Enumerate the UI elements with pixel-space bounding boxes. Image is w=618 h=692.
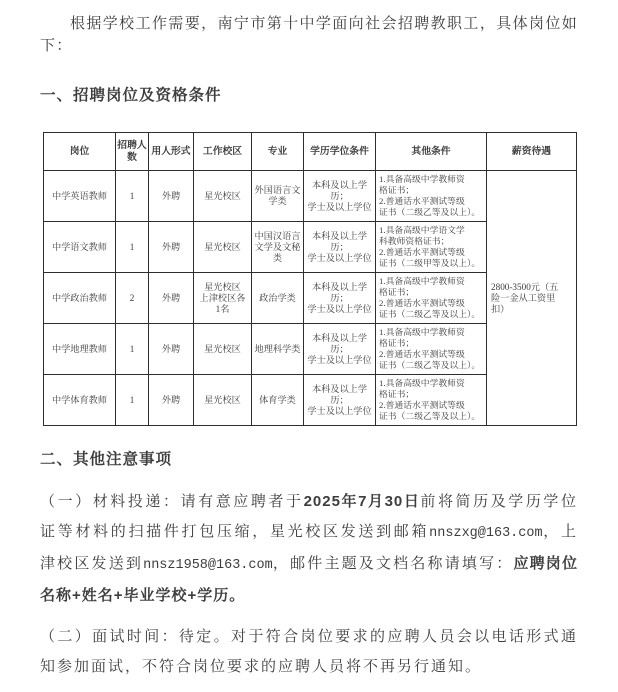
employment-form-cell: 外聘 xyxy=(149,324,194,375)
campus-cell: 星光校区 xyxy=(194,324,252,375)
text-segment: ，上津校区发送到 xyxy=(40,524,578,572)
headcount-cell: 1 xyxy=(116,375,149,426)
headcount-cell: 1 xyxy=(116,222,149,273)
position-cell: 中学体育教师 xyxy=(44,375,116,426)
position-cell: 中学地理教师 xyxy=(44,324,116,375)
intro-paragraph: 根据学校工作需要，南宁市第十中学面向社会招聘教职工，具体岗位如下： xyxy=(40,15,578,54)
column-header: 岗位 xyxy=(44,133,116,171)
degree-cell: 本科及以上学历； 学士及以上学位 xyxy=(304,375,376,426)
table-body xyxy=(44,171,577,426)
other-conditions-cell: 1.具备高级中学教师资 格证书； 2.普通话水平测试等级 证书（二级乙等及以上）。 xyxy=(376,171,487,222)
recruitment-table xyxy=(43,132,577,426)
position-cell: 中学英语教师 xyxy=(44,171,116,222)
campus-cell: 星光校区 xyxy=(194,375,252,426)
employment-form-cell: 外聘 xyxy=(149,375,194,426)
column-header: 工作校区 xyxy=(194,133,252,171)
salary-cell: 2800-3500元（五 险一金从工资里 扣） xyxy=(487,171,577,426)
degree-cell: 本科及以上学历； 学士及以上学位 xyxy=(304,324,376,375)
other-conditions-cell: 1.具备高级中学教师资 格证书； 2.普通话水平测试等级 证书（二级乙等及以上）。 xyxy=(376,375,487,426)
other-conditions-cell: 1.具备高级中学语文学 科教师资格证书； 2.普通话水平测试等级 证书（二级甲等及以上）。 xyxy=(376,222,487,273)
table-row xyxy=(44,171,577,222)
employment-form-cell: 外聘 xyxy=(149,222,194,273)
email-text: nnszxg@163.com xyxy=(429,526,543,541)
column-header: 招聘人数 xyxy=(116,133,149,171)
section1-heading: 一、招聘岗位及资格条件 xyxy=(40,87,222,104)
major-cell: 地理科学类 xyxy=(252,324,304,375)
column-header: 专业 xyxy=(252,133,304,171)
interview-paragraph: （二）面试时间：待定。对于符合岗位要求的应聘人员会以电话形式通知参加面试，不符合岗位要求的应聘人员将不再另行通知。 xyxy=(40,629,578,675)
campus-cell: 星光校区 xyxy=(194,171,252,222)
column-header: 其他条件 xyxy=(376,133,487,171)
text-segment: （一）材料投递：请有意应聘者于 xyxy=(40,494,304,510)
degree-cell: 本科及以上学历； 学士及以上学位 xyxy=(304,273,376,324)
headcount-cell: 2 xyxy=(116,273,149,324)
email-text: nnsz1958@163.com xyxy=(143,558,273,573)
column-header: 薪资待遇 xyxy=(487,133,577,171)
major-cell: 外国语言文 学类 xyxy=(252,171,304,222)
position-cell: 中学政治教师 xyxy=(44,273,116,324)
campus-cell: 星光校区 上津校区各 1名 xyxy=(194,273,252,324)
headcount-cell: 1 xyxy=(116,324,149,375)
employment-form-cell: 外聘 xyxy=(149,273,194,324)
bold-text: 应聘岗位名称+姓名+毕业学校+学历。 xyxy=(40,555,578,604)
bold-text: 2025年7月30日 xyxy=(303,493,421,510)
materials-paragraph xyxy=(40,487,578,611)
column-header: 用人形式 xyxy=(149,133,194,171)
degree-cell: 本科及以上学历； 学士及以上学位 xyxy=(304,222,376,273)
major-cell: 中国汉语言 文学及文秘 类 xyxy=(252,222,304,273)
employment-form-cell: 外聘 xyxy=(149,171,194,222)
campus-cell: 星光校区 xyxy=(194,222,252,273)
text-segment: 前将简历及学历学位证等材料的扫描件打包压缩，星光校区发送到邮箱 xyxy=(40,494,578,540)
section2-heading: 二、其他注意事项 xyxy=(40,451,173,468)
major-cell: 政治学类 xyxy=(252,273,304,324)
other-conditions-cell: 1.具备高级中学教师资 格证书； 2.普通话水平测试等级 证书（二级乙等及以上）。 xyxy=(376,273,487,324)
text-segment: ，邮件主题及文档名称请填写： xyxy=(272,556,514,572)
major-cell: 体育学类 xyxy=(252,375,304,426)
headcount-cell: 1 xyxy=(116,171,149,222)
other-conditions-cell: 1.具备高级中学教师资 格证书； 2.普通话水平测试等级 证书（二级乙等及以上）。 xyxy=(376,324,487,375)
table-header-row xyxy=(44,133,577,171)
position-cell: 中学语文教师 xyxy=(44,222,116,273)
degree-cell: 本科及以上学历； 学士及以上学位 xyxy=(304,171,376,222)
column-header: 学历学位条件 xyxy=(304,133,376,171)
